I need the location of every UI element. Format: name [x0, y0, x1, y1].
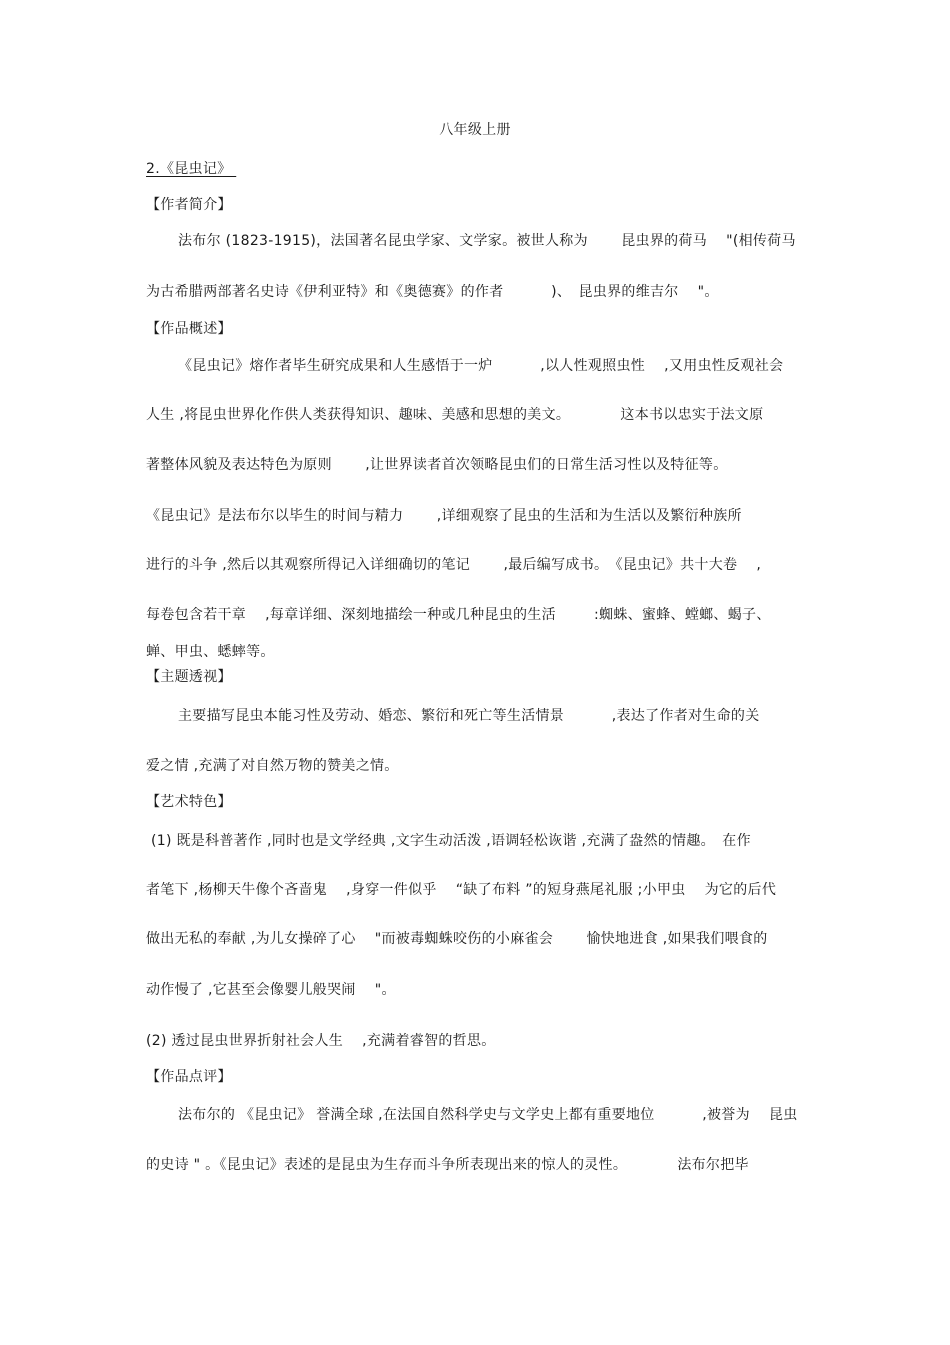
review-line-2: 的史诗 " 。《昆虫记》表述的是昆虫为生存而斗争所表现出来的惊人的灵性。 法布尔把毕	[146, 1157, 749, 1173]
art-line-5: (2) 透过昆虫世界折射社会人生 ,充满着睿智的哲思。	[146, 1033, 496, 1049]
art-line-1: (1) 既是科普著作 ,同时也是文学经典 ,文字生动活泼 ,语调轻松诙谐 ,充满了盎然的情趣。 在作	[151, 833, 751, 849]
overview-line-6: 每卷包含若干章 ,每章详细、深刻地描绘一种或几种昆虫的生活 :蜘蛛、蜜蜂、螳螂、蝎子、	[146, 607, 771, 623]
review-line-1: 法布尔的 《昆虫记》 誉满全球 ,在法国自然科学史与文学史上都有重要地位 ,被誉为 昆虫	[178, 1107, 798, 1123]
art-line-4: 动作慢了 ,它甚至会像婴儿般哭闹 "。	[146, 982, 396, 998]
theme-line-2: 爱之情 ,充满了对自然万物的赞美之情。	[146, 758, 399, 774]
art-line-2: 者笔下 ,杨柳天牛像个吝啬鬼 ,身穿一件似乎 “缺了布料 ”的短身燕尾礼服 ;小甲虫 为它的后代	[146, 882, 777, 898]
theme-line-1: 主要描写昆虫本能习性及劳动、婚恋、繁衍和死亡等生活情景 ,表达了作者对生命的关	[178, 708, 760, 724]
author-line-2: 为古希腊两部著名史诗《伊利亚特》和《奥德赛》的作者 )、 昆虫界的维吉尔 "。	[146, 284, 719, 300]
art-line-3: 做出无私的奉献 ,为儿女操碎了心 "而被毒蜘蛛咬伤的小麻雀会 愉快地进食 ,如果我们喂食的	[146, 931, 768, 947]
art-heading: 【艺术特色】	[146, 794, 232, 810]
overview-line-4: 《昆虫记》是法布尔以毕生的时间与精力 ,详细观察了昆虫的生活和为生活以及繁衍种族所	[146, 508, 742, 524]
overview-heading: 【作品概述】	[146, 321, 232, 337]
overview-line-5: 进行的斗争 ,然后以其观察所得记入详细确切的笔记 ,最后编写成书。 《昆虫记》共十大卷 ,	[146, 557, 762, 573]
overview-line-7: 蝉、甲虫、蟋蟀等。	[146, 644, 275, 660]
overview-line-3: 著整体风貌及表达特色为原则 ,让世界读者首次领略昆虫们的日常生活习性以及特征等。	[146, 457, 728, 473]
review-heading: 【作品点评】	[146, 1069, 232, 1085]
author-line-1: 法布尔 (1823-1915)，法国著名昆虫学家、文学家。被世人称为 昆虫界的荷马 "(相传荷马	[178, 233, 796, 249]
page-title: 八年级上册	[439, 122, 511, 138]
author-heading: 【作者简介】	[146, 197, 232, 213]
overview-line-2: 人生 ,将昆虫世界化作供人类获得知识、趣味、美感和思想的美文。 这本书以忠实于法文原	[146, 407, 764, 423]
overview-line-1: 《昆虫记》熔作者毕生研究成果和人生感悟于一炉 ,以人性观照虫性 ,又用虫性反观社会	[178, 358, 784, 374]
theme-heading: 【主题透视】	[146, 669, 232, 685]
book-heading: 2.《昆虫记》	[146, 161, 237, 177]
